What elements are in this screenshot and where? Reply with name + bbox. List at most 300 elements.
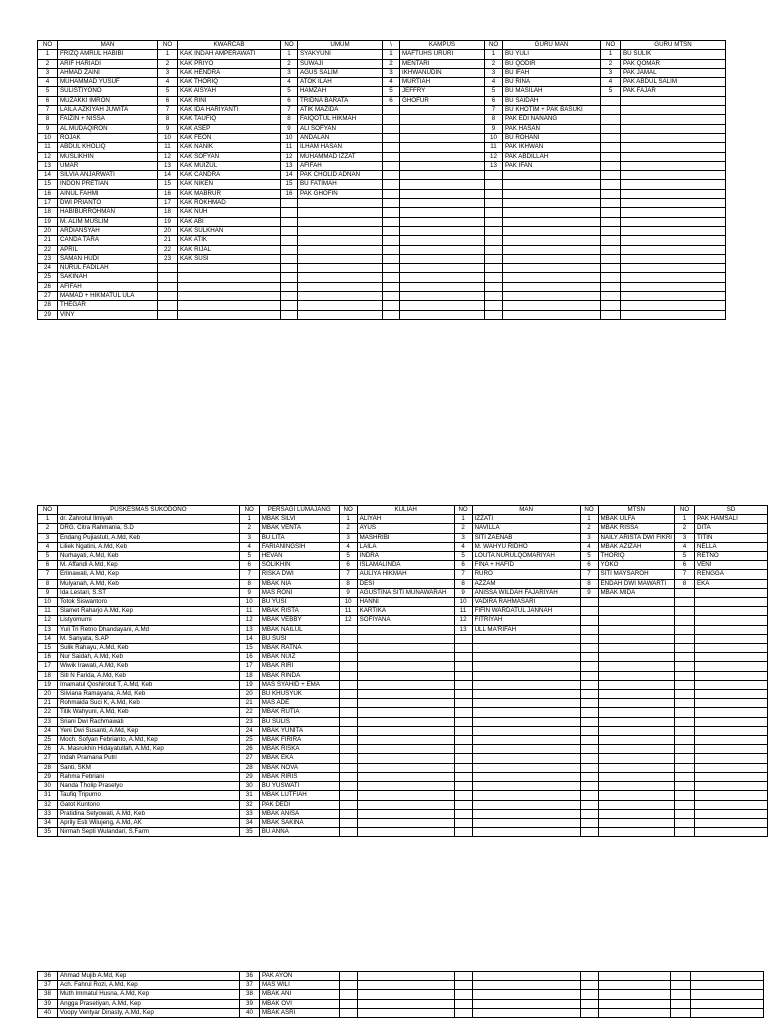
name-cell: Listyomurni <box>57 616 239 625</box>
number-cell <box>601 189 621 198</box>
number-cell <box>580 791 598 800</box>
number-cell <box>383 199 400 208</box>
name-cell: AGUS SALIM <box>298 68 383 77</box>
number-cell <box>581 972 599 981</box>
table-row <box>38 809 768 818</box>
number-cell <box>454 745 472 754</box>
number-cell <box>339 625 357 634</box>
number-cell: 11 <box>239 607 259 616</box>
table-row <box>38 106 726 115</box>
number-cell: 16 <box>239 653 259 662</box>
number-cell <box>158 264 178 273</box>
name-cell: BU ROHANI <box>503 133 601 142</box>
name-cell: SITI MAYSAROH <box>598 570 675 579</box>
number-cell: 28 <box>38 301 58 310</box>
number-cell <box>339 717 357 726</box>
number-cell: 7 <box>675 570 695 579</box>
name-cell: PAK IFAN <box>503 161 601 170</box>
number-cell <box>580 625 598 634</box>
number-cell <box>340 1008 358 1017</box>
table-row <box>38 524 768 533</box>
name-cell: AZZAM <box>472 579 580 588</box>
name-cell: IZZATI <box>472 515 580 524</box>
name-cell: BU FATIMAH <box>298 180 383 189</box>
name-cell: BU YUSWATI <box>259 782 339 791</box>
name-cell <box>400 124 485 133</box>
number-cell: 4 <box>158 78 178 87</box>
number-cell <box>580 671 598 680</box>
table-row <box>38 78 726 87</box>
name-cell <box>621 152 726 161</box>
name-cell: BU MASILAH <box>503 87 601 96</box>
name-cell: MBAK MIDA <box>598 588 675 597</box>
number-cell: 29 <box>38 310 58 319</box>
name-cell <box>621 180 726 189</box>
name-cell <box>472 736 580 745</box>
number-cell <box>580 607 598 616</box>
number-cell <box>675 717 695 726</box>
number-cell: 16 <box>38 189 58 198</box>
name-cell: KAK NIKEN <box>178 180 281 189</box>
name-cell <box>598 754 675 763</box>
name-cell <box>178 264 281 273</box>
table-row <box>38 699 768 708</box>
number-cell: 21 <box>158 236 178 245</box>
name-cell: MBAK EKA <box>259 754 339 763</box>
name-cell: LAILA <box>357 542 454 551</box>
name-cell <box>472 828 580 837</box>
number-cell <box>601 161 621 170</box>
name-cell: SOLIKHIN <box>259 561 339 570</box>
number-cell: 30 <box>239 782 259 791</box>
name-cell <box>400 208 485 217</box>
name-cell: FARIANINGSIH <box>259 542 339 551</box>
name-cell: LOUTA NURULQOMARIYAH <box>472 552 580 561</box>
number-cell <box>675 828 695 837</box>
table-row <box>38 634 768 643</box>
number-cell: 25 <box>38 736 58 745</box>
name-cell: FAIZIN + NISSA <box>58 115 158 124</box>
name-cell <box>695 644 768 653</box>
number-cell <box>454 754 472 763</box>
name-cell: MBAK FIRIRA <box>259 736 339 745</box>
number-cell <box>580 708 598 717</box>
number-cell: 17 <box>158 199 178 208</box>
name-cell <box>503 189 601 198</box>
name-cell <box>599 981 671 990</box>
table-row <box>38 310 726 319</box>
table-row <box>38 254 726 263</box>
number-cell <box>485 292 503 301</box>
name-cell: PAK ABDUL SALIM <box>621 78 726 87</box>
name-cell <box>357 634 454 643</box>
name-cell: Aprily Esti Wilujeng, A.Md, AK <box>57 818 239 827</box>
number-cell: 22 <box>158 245 178 254</box>
number-cell <box>281 226 298 235</box>
number-cell: 3 <box>454 533 472 542</box>
name-cell: TITIN <box>695 533 768 542</box>
name-cell <box>621 282 726 291</box>
number-cell: 5 <box>383 87 400 96</box>
name-cell: Ach. Fahrul Rozi, A.Md, Kep <box>58 981 240 990</box>
number-cell: 5 <box>281 87 298 96</box>
number-cell: 26 <box>38 282 58 291</box>
table-row <box>38 579 768 588</box>
name-cell <box>472 772 580 781</box>
name-cell <box>621 106 726 115</box>
header-cell: MAN <box>58 41 158 50</box>
name-cell: MBAK ANI <box>260 990 340 999</box>
name-cell <box>599 1008 671 1017</box>
number-cell <box>455 990 473 999</box>
name-cell: ABDUL KHOLIQ <box>58 143 158 152</box>
name-cell: KARTIKA <box>357 607 454 616</box>
number-cell: 23 <box>38 717 58 726</box>
number-cell: 8 <box>38 115 58 124</box>
number-cell <box>281 282 298 291</box>
number-cell <box>339 653 357 662</box>
table-row <box>38 264 726 273</box>
name-cell: VADIRA RAHMASARI <box>472 598 580 607</box>
number-cell: 5 <box>38 552 58 561</box>
name-cell: Slamet Raharjo A.Md, Kep <box>57 607 239 616</box>
name-cell <box>598 763 675 772</box>
number-cell <box>383 217 400 226</box>
name-cell: MBAK RIRIS <box>259 772 339 781</box>
number-cell <box>339 634 357 643</box>
name-cell: SUWAJI <box>298 59 383 68</box>
name-cell: MBAK SILVI <box>259 515 339 524</box>
number-cell: 40 <box>240 1008 260 1017</box>
name-cell: KAK MABRUR <box>178 189 281 198</box>
name-cell <box>357 662 454 671</box>
name-cell: PAK AYON <box>260 972 340 981</box>
table-row <box>38 208 726 217</box>
number-cell: 9 <box>239 588 259 597</box>
number-cell <box>383 236 400 245</box>
number-cell: 33 <box>239 809 259 818</box>
name-cell: Voopy Ventyar Dinasty, A.Md, Kep <box>58 1008 240 1017</box>
number-cell: 23 <box>38 254 58 263</box>
name-cell: GHOFUR <box>400 96 485 105</box>
name-cell: Indah Pramana Putri <box>57 754 239 763</box>
name-cell: PAK GHOFIN <box>298 189 383 198</box>
number-cell <box>580 598 598 607</box>
table-row <box>38 690 768 699</box>
name-cell: AGUSTINA SITI MUNAWARAH <box>357 588 454 597</box>
number-cell: 3 <box>383 68 400 77</box>
table-row <box>38 282 726 291</box>
name-cell <box>357 763 454 772</box>
name-cell <box>357 754 454 763</box>
name-cell: SULISTIYONO <box>58 87 158 96</box>
number-cell: 15 <box>38 644 58 653</box>
table-row <box>38 717 768 726</box>
number-cell <box>675 772 695 781</box>
name-cell <box>400 106 485 115</box>
header-cell: SD <box>695 506 768 515</box>
name-cell: ALIYAH <box>357 515 454 524</box>
number-cell: 35 <box>38 828 58 837</box>
number-cell: 15 <box>158 180 178 189</box>
name-cell: MBAK SAKINA <box>259 818 339 827</box>
number-cell: 4 <box>580 542 598 551</box>
table-row <box>38 981 764 990</box>
number-cell <box>580 754 598 763</box>
name-cell: Siti N Farida, A.Md, Keb <box>57 671 239 680</box>
header-cell: NO <box>158 41 178 50</box>
table-row <box>38 607 768 616</box>
name-cell <box>357 800 454 809</box>
table-row <box>38 161 726 170</box>
number-cell <box>485 282 503 291</box>
number-cell: 23 <box>158 254 178 263</box>
header-cell: MAN <box>472 506 580 515</box>
name-cell: APRIL <box>58 245 158 254</box>
number-cell <box>454 671 472 680</box>
number-cell: 13 <box>158 161 178 170</box>
name-cell: KAK AISYAH <box>178 87 281 96</box>
name-cell <box>357 818 454 827</box>
name-cell <box>357 653 454 662</box>
number-cell: 1 <box>383 50 400 59</box>
number-cell <box>580 653 598 662</box>
number-cell: 32 <box>38 800 58 809</box>
number-cell <box>485 264 503 273</box>
name-cell: PAK CHOLID ADNAN <box>298 171 383 180</box>
number-cell: 11 <box>454 607 472 616</box>
name-cell: ANISSA WILDAH FAJARIYAH <box>472 588 580 597</box>
name-cell: BU LITA <box>259 533 339 542</box>
name-cell <box>695 754 768 763</box>
number-cell: 12 <box>38 152 58 161</box>
name-cell: HAMZAH <box>298 87 383 96</box>
number-cell: 16 <box>158 189 178 198</box>
name-cell <box>695 690 768 699</box>
number-cell: 6 <box>454 561 472 570</box>
number-cell: 6 <box>580 561 598 570</box>
number-cell <box>580 772 598 781</box>
number-cell <box>580 800 598 809</box>
name-cell <box>621 133 726 142</box>
number-cell: 11 <box>38 143 58 152</box>
number-cell: 18 <box>239 671 259 680</box>
number-cell <box>485 245 503 254</box>
name-cell: MBAK RIRI <box>259 662 339 671</box>
number-cell: 14 <box>239 634 259 643</box>
name-cell <box>598 671 675 680</box>
name-cell <box>357 644 454 653</box>
name-cell <box>691 999 764 1008</box>
name-cell: MBAK AZIZAH <box>598 542 675 551</box>
table-row <box>38 800 768 809</box>
table-row <box>38 782 768 791</box>
number-cell <box>580 699 598 708</box>
number-cell <box>485 199 503 208</box>
name-cell: AYUS <box>357 524 454 533</box>
number-cell: 24 <box>38 264 58 273</box>
number-cell: 34 <box>38 818 58 827</box>
number-cell: 1 <box>601 50 621 59</box>
number-cell: 30 <box>38 782 58 791</box>
name-cell: KAK INDAH AMPERAWATI <box>178 50 281 59</box>
name-cell <box>357 690 454 699</box>
name-cell <box>621 199 726 208</box>
name-cell: BU YULI <box>503 50 601 59</box>
header-cell: PUSKESMAS SUKODONO <box>57 506 239 515</box>
name-cell <box>598 736 675 745</box>
name-cell: NELLA <box>695 542 768 551</box>
number-cell <box>454 634 472 643</box>
name-cell <box>503 171 601 180</box>
name-cell: ARIF HARIADI <box>58 59 158 68</box>
name-cell: ENDAH DWI MAWARTI <box>598 579 675 588</box>
table-row <box>38 180 726 189</box>
name-cell <box>357 745 454 754</box>
number-cell: 8 <box>454 579 472 588</box>
number-cell: 9 <box>38 124 58 133</box>
number-cell: 20 <box>239 690 259 699</box>
table-row <box>38 143 726 152</box>
number-cell: 27 <box>239 754 259 763</box>
name-cell <box>503 226 601 235</box>
name-cell: MUZAKKI IMRON <box>58 96 158 105</box>
number-cell <box>383 273 400 282</box>
number-cell <box>383 264 400 273</box>
header-cell: PERSAGI LUMAJANG <box>259 506 339 515</box>
name-cell <box>358 972 455 981</box>
name-cell: MBAK ULFA <box>598 515 675 524</box>
name-cell: ANDALAN <box>298 133 383 142</box>
name-cell <box>357 699 454 708</box>
table-row <box>38 745 768 754</box>
name-cell: BU SUSI <box>259 634 339 643</box>
number-cell: 4 <box>383 78 400 87</box>
name-cell <box>472 653 580 662</box>
number-cell: 9 <box>454 588 472 597</box>
table-row <box>38 972 764 981</box>
number-cell <box>580 828 598 837</box>
name-cell <box>621 273 726 282</box>
name-cell <box>298 217 383 226</box>
number-cell: 10 <box>239 598 259 607</box>
number-cell <box>580 680 598 689</box>
number-cell <box>383 226 400 235</box>
name-cell <box>695 763 768 772</box>
number-cell <box>281 310 298 319</box>
name-cell <box>503 180 601 189</box>
name-cell <box>298 208 383 217</box>
number-cell: 34 <box>239 818 259 827</box>
number-cell: 17 <box>38 199 58 208</box>
name-cell <box>357 671 454 680</box>
number-cell <box>485 236 503 245</box>
name-cell: SAMAN HUDI <box>58 254 158 263</box>
number-cell: 2 <box>580 524 598 533</box>
table-row <box>38 763 768 772</box>
name-cell <box>472 662 580 671</box>
number-cell: 36 <box>38 972 58 981</box>
name-cell: TRIDNA BARATA <box>298 96 383 105</box>
number-cell: 6 <box>675 561 695 570</box>
name-cell: KAK SULKHAN <box>178 226 281 235</box>
number-cell <box>485 254 503 263</box>
name-cell: MAFTUHS URURI <box>400 50 485 59</box>
name-cell: VENI <box>695 561 768 570</box>
table-row <box>38 818 768 827</box>
name-cell <box>400 301 485 310</box>
name-cell: PAK HASAN <box>503 124 601 133</box>
number-cell <box>485 171 503 180</box>
table-row <box>38 152 726 161</box>
name-cell: MBAK OVI <box>260 999 340 1008</box>
number-cell <box>383 254 400 263</box>
name-cell: SAKINAH <box>58 273 158 282</box>
name-cell: PAK FAJAR <box>621 87 726 96</box>
name-cell <box>598 607 675 616</box>
name-cell <box>695 828 768 837</box>
number-cell: 3 <box>601 68 621 77</box>
number-cell <box>281 217 298 226</box>
name-cell <box>298 199 383 208</box>
name-cell: MBAK ASRI <box>260 1008 340 1017</box>
name-cell <box>691 990 764 999</box>
number-cell <box>601 133 621 142</box>
number-cell: 5 <box>239 552 259 561</box>
table-row <box>38 96 726 105</box>
name-cell <box>400 189 485 198</box>
number-cell <box>455 1008 473 1017</box>
number-cell <box>485 180 503 189</box>
number-cell: 11 <box>158 143 178 152</box>
number-cell <box>671 990 691 999</box>
number-cell: 8 <box>158 115 178 124</box>
name-cell: FRIZQ AMRUL HABIBI <box>58 50 158 59</box>
name-cell <box>357 828 454 837</box>
header-cell: GURU MTSN <box>621 41 726 50</box>
number-cell <box>455 972 473 981</box>
number-cell: 8 <box>485 115 503 124</box>
name-cell <box>400 254 485 263</box>
number-cell: 11 <box>281 143 298 152</box>
number-cell: 9 <box>158 124 178 133</box>
number-cell: 7 <box>281 106 298 115</box>
number-cell: 9 <box>38 588 58 597</box>
name-cell: AL MUDAQIRON <box>58 124 158 133</box>
number-cell <box>158 273 178 282</box>
number-cell <box>454 644 472 653</box>
name-cell: HEVAN <box>259 552 339 561</box>
name-cell: MBAK NIA <box>259 579 339 588</box>
table-row <box>38 1008 764 1017</box>
header-cell: KAMPUS <box>400 41 485 50</box>
number-cell <box>675 818 695 827</box>
name-cell: MAS RONI <box>259 588 339 597</box>
number-cell <box>675 653 695 662</box>
table-row <box>38 999 764 1008</box>
name-cell <box>598 699 675 708</box>
name-cell <box>621 171 726 180</box>
name-cell <box>695 736 768 745</box>
name-cell: DITA <box>695 524 768 533</box>
number-cell: 2 <box>38 524 58 533</box>
name-cell <box>598 745 675 754</box>
name-cell <box>298 245 383 254</box>
header-cell: NO <box>580 506 598 515</box>
number-cell: 35 <box>239 828 259 837</box>
number-cell <box>454 717 472 726</box>
table-row <box>38 133 726 142</box>
